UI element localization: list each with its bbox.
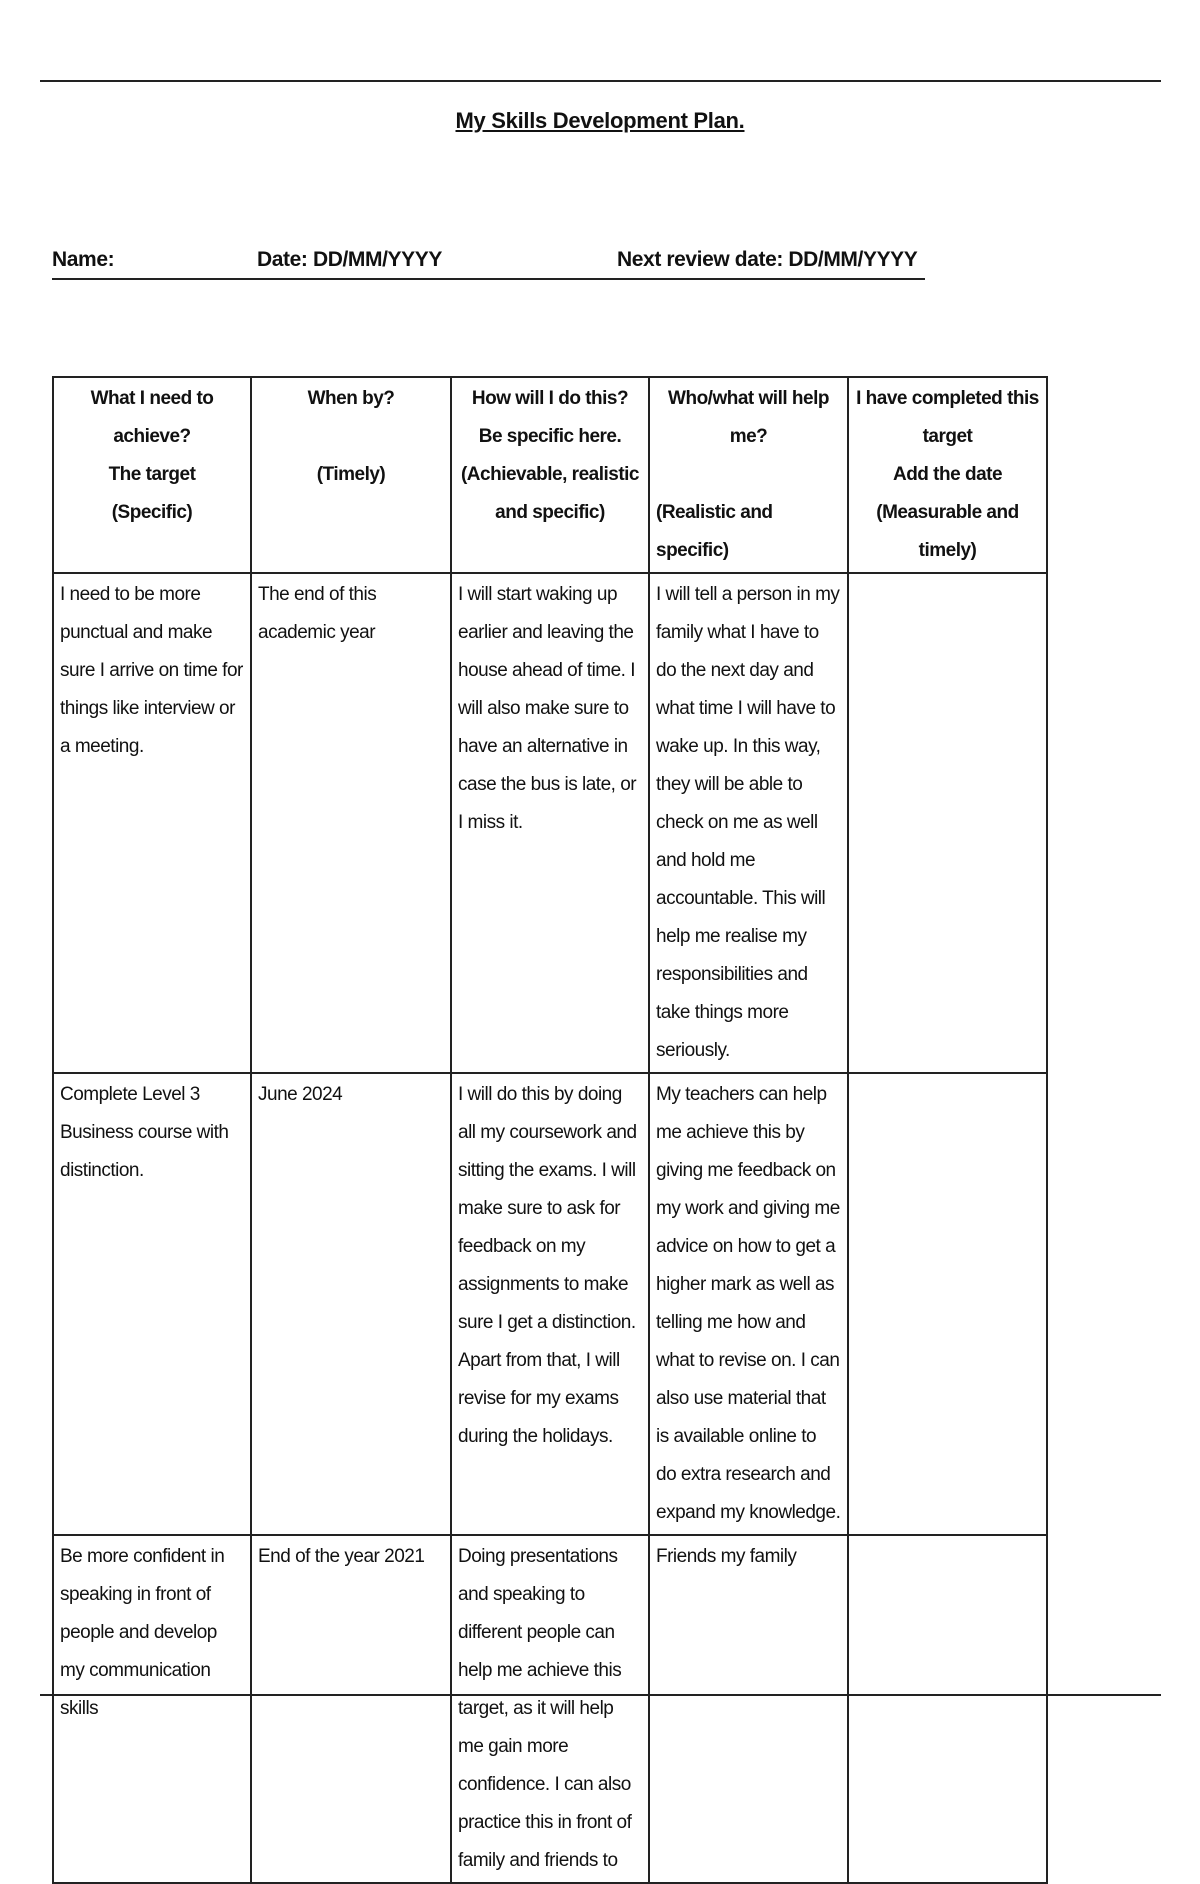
cell-when: End of the year 2021 (251, 1535, 451, 1883)
table-row (53, 1073, 1047, 1535)
page-title: My Skills Development Plan. (455, 108, 745, 133)
header-target: What I need to achieve? The target (Specific) (53, 377, 251, 573)
cell-how: I will do this by doing all my coursework and sitting the exams. I will make sure to ask for feedback on my assignments to make sure I get a distinction. Apart from that, I will revise for my exams during the holidays. (451, 1073, 649, 1535)
cell-target: I need to be more punctual and make sure I arrive on time for things like interview or a meeting. (53, 573, 251, 1073)
cell-target: Be more confident in speaking in front of people and develop my communication skills (53, 1535, 251, 1883)
header-completed: I have completed this target Add the date (Measurable and timely) (848, 377, 1047, 573)
table-header-row (53, 377, 1047, 573)
cell-who: My teachers can help me achieve this by giving me feedback on my work and giving me advice on how to get a higher mark as well as telling me how and what to revise on. I can also use material that is available online to do extra research and expand my knowledge. (649, 1073, 848, 1535)
cell-completed[interactable] (848, 573, 1047, 1073)
header-when: When by? (Timely) (251, 377, 451, 573)
cell-completed[interactable] (848, 1535, 1047, 1883)
meta-line (52, 248, 925, 280)
bottom-rule (40, 1694, 1161, 1696)
cell-completed[interactable] (848, 1073, 1047, 1535)
top-rule (40, 80, 1161, 82)
cell-target: Complete Level 3 Business course with distinction. (53, 1073, 251, 1535)
header-who: Who/what will help me? (Realistic and specific) (649, 377, 848, 573)
name-label: Name: (52, 248, 115, 271)
header-how: How will I do this? Be specific here. (Achievable, realistic and specific) (451, 377, 649, 573)
table-row (53, 573, 1047, 1073)
review-date-label: Next review date: DD/MM/YYYY (617, 248, 918, 271)
cell-who: I will tell a person in my family what I have to do the next day and what time I will have to wake up. In this way, they will be able to check on me as well and hold me accountable. This will help me realise my responsibilities and take things more seriously. (649, 573, 848, 1073)
cell-when: The end of this academic year (251, 573, 451, 1073)
skills-plan-table (52, 376, 1048, 1884)
table-row (53, 1535, 1047, 1883)
date-label: Date: DD/MM/YYYY (257, 248, 442, 271)
cell-who: Friends my family (649, 1535, 848, 1883)
cell-when: June 2024 (251, 1073, 451, 1535)
cell-how: Doing presentations and speaking to different people can help me achieve this target, as it will help me gain more confidence. I can also practice this in front of family and friends to (451, 1535, 649, 1883)
cell-how: I will start waking up earlier and leaving the house ahead of time. I will also make sure to have an alternative in case the bus is late, or I miss it. (451, 573, 649, 1073)
